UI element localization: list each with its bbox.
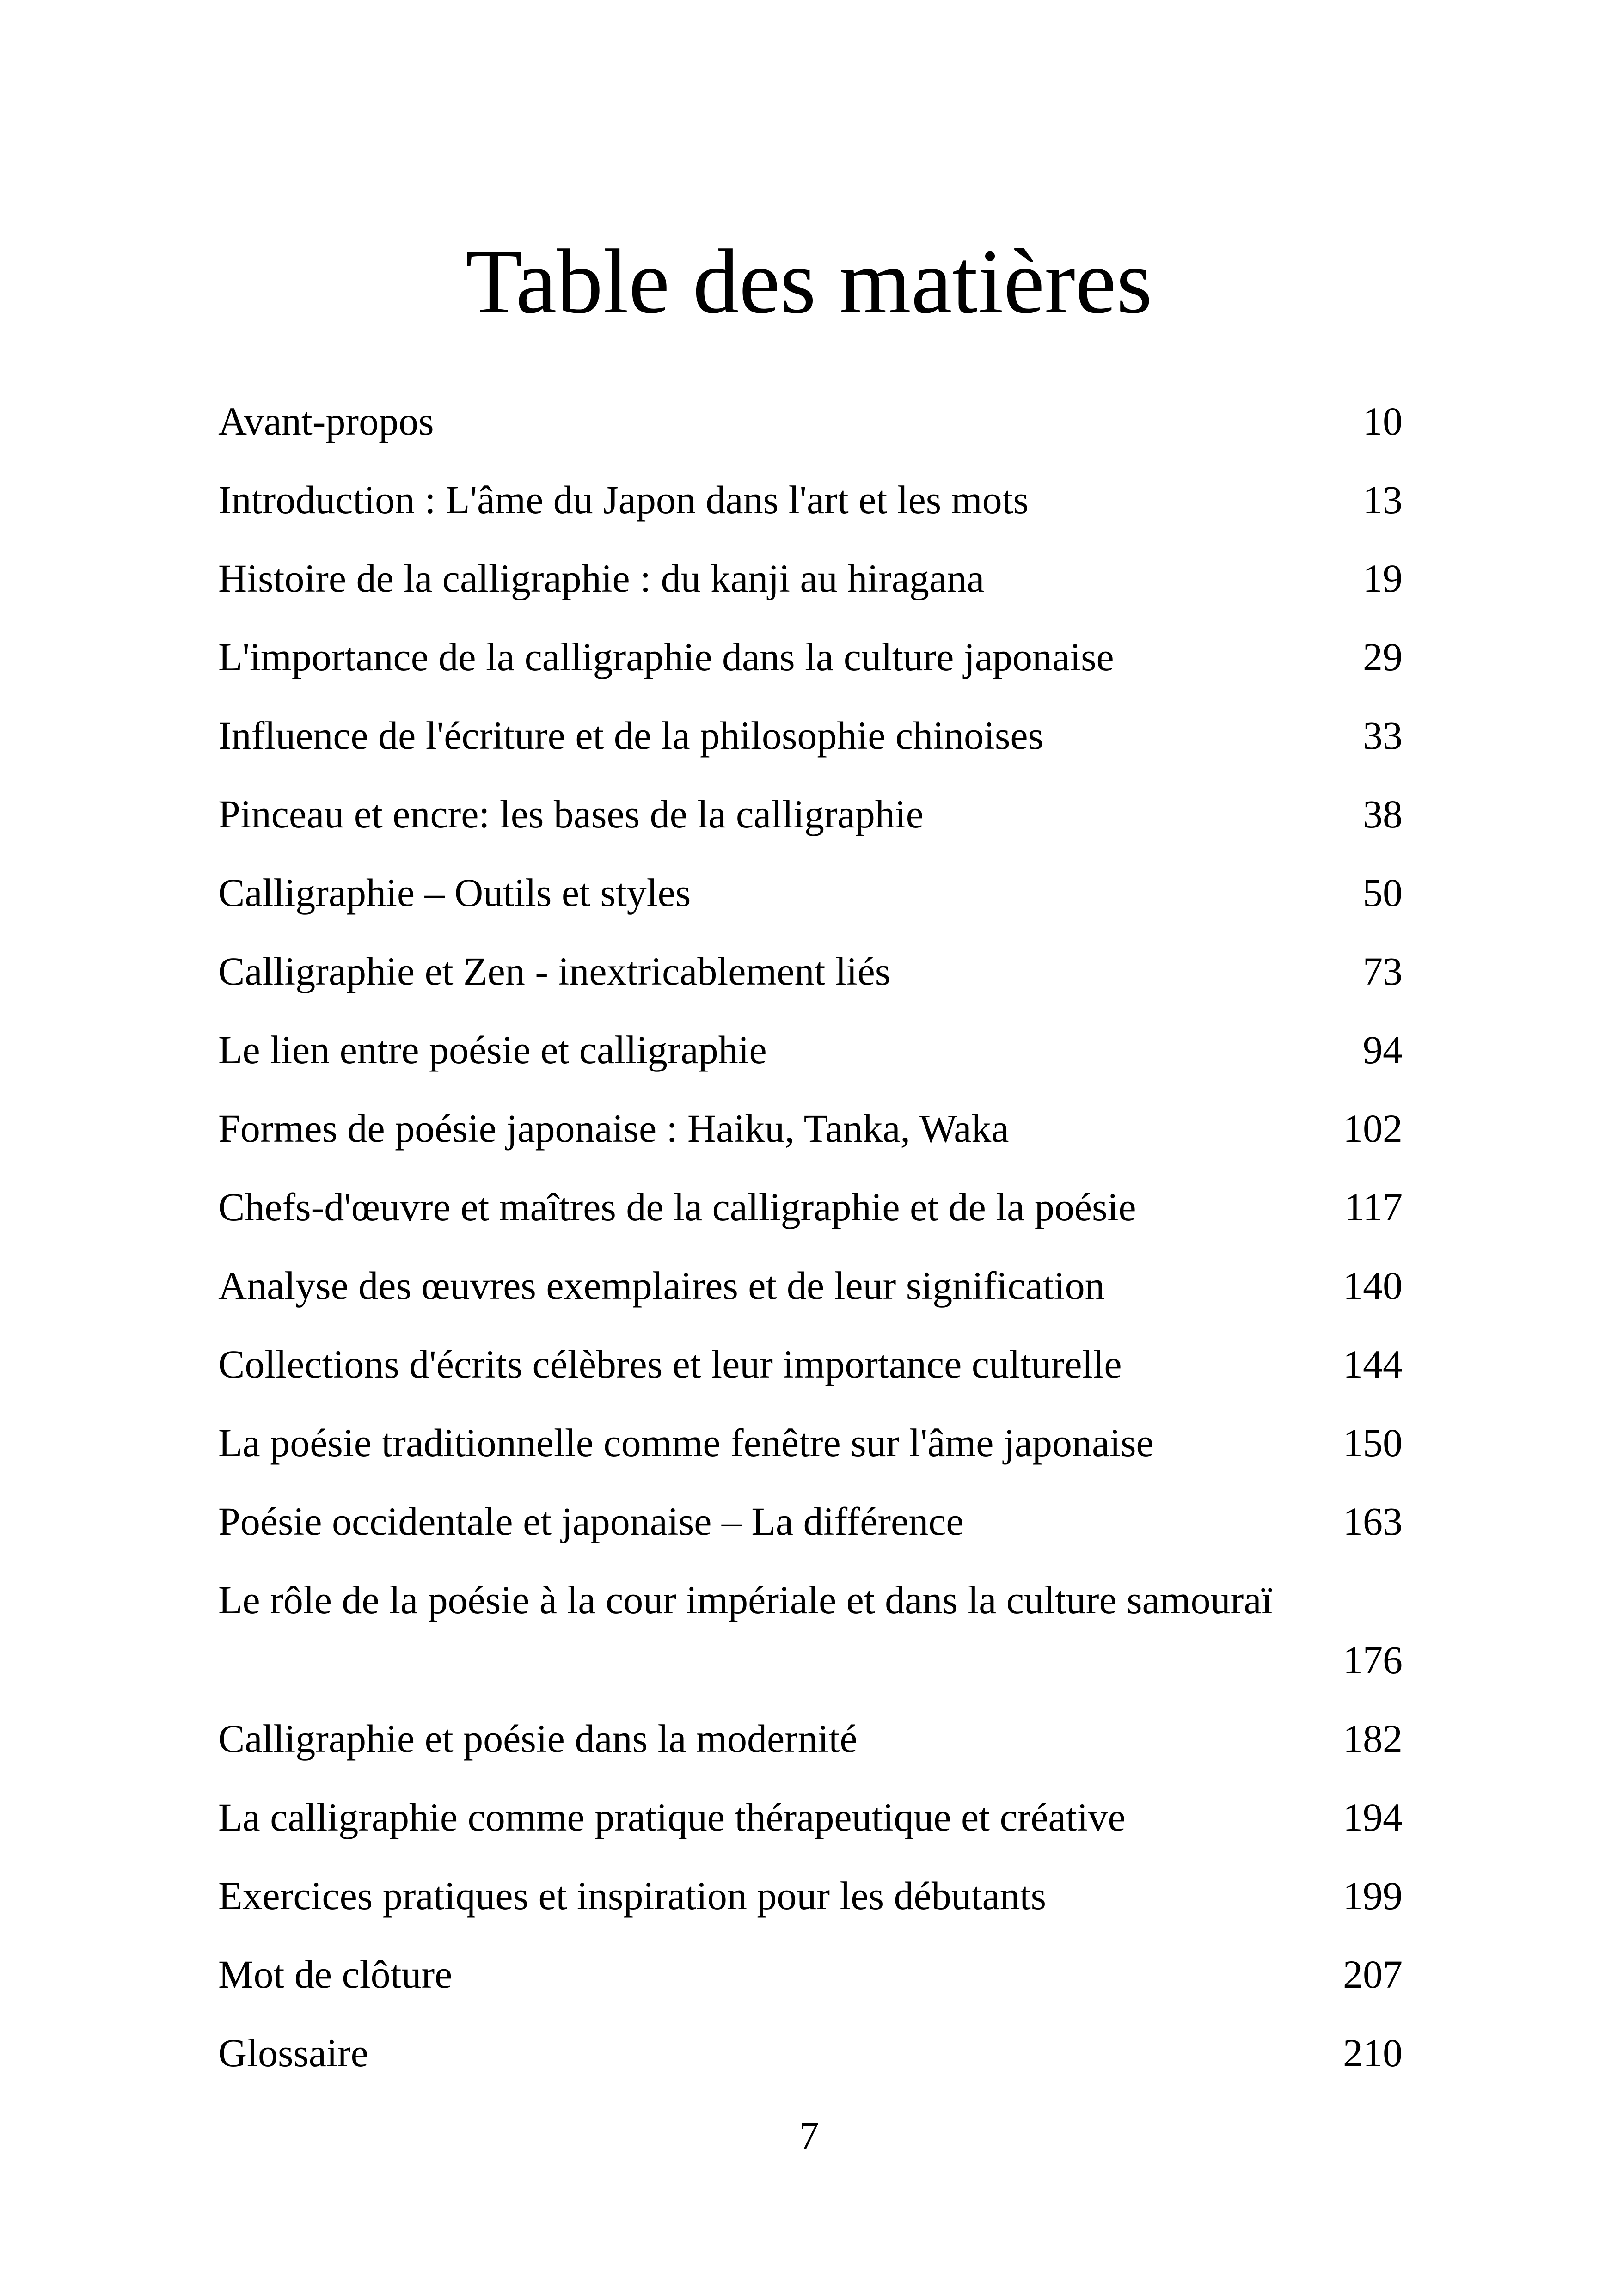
toc-entry-page: 13: [1363, 478, 1403, 522]
toc-entry-title: Formes de poésie japonaise : Haiku, Tanka, Waka: [218, 1106, 1009, 1151]
toc-entry: [218, 1482, 1403, 1561]
toc-entry-title: Histoire de la calligraphie : du kanji au hiragana: [218, 556, 985, 600]
toc-entry-page: 144: [1343, 1342, 1403, 1386]
toc-entry-title: Pinceau et encre: les bases de la calligraphie: [218, 792, 924, 836]
toc-entry: [218, 1246, 1403, 1325]
toc-entry-title: Glossaire: [218, 2031, 368, 2075]
toc-entry: [218, 1325, 1403, 1403]
toc-entry-title: Le lien entre poésie et calligraphie: [218, 1028, 767, 1072]
toc-entry-title: L'importance de la calligraphie dans la culture japonaise: [218, 635, 1114, 679]
toc-entry: [218, 1089, 1403, 1168]
toc-entry: [218, 932, 1403, 1010]
toc-entry-title: Influence de l'écriture et de la philosophie chinoises: [218, 713, 1044, 758]
toc-entry: [218, 775, 1403, 853]
toc-entry-title: Mot de clôture: [218, 1952, 453, 1996]
toc-entry-page: 94: [1363, 1028, 1403, 1072]
toc-entry-title: La calligraphie comme pratique thérapeutique et créative: [218, 1795, 1126, 1839]
toc-entry: [218, 539, 1403, 618]
page-title: Table des matières: [466, 231, 1152, 333]
toc-entry-title: Calligraphie et Zen - inextricablement liés: [218, 949, 891, 993]
toc-entry: [218, 1699, 1403, 1778]
toc-entry-title: La poésie traditionnelle comme fenêtre sur l'âme japonaise: [218, 1420, 1154, 1465]
toc-entry-page: 38: [1363, 792, 1403, 836]
toc-entry-page: 29: [1363, 635, 1403, 679]
toc-entry: [218, 1168, 1403, 1246]
toc-entry: [218, 1935, 1403, 2014]
toc-entry-page: 182: [1343, 1716, 1403, 1761]
toc-entry-title: Poésie occidentale et japonaise – La différence: [218, 1499, 964, 1543]
toc-entry: [218, 696, 1403, 775]
toc-entry-title: Analyse des œuvres exemplaires et de leur signification: [218, 1263, 1105, 1308]
toc-entry-page: 199: [1343, 1874, 1403, 1918]
toc-entry-title: Calligraphie et poésie dans la modernité: [218, 1716, 858, 1761]
toc-entry: [218, 382, 1403, 460]
toc-entry-title: Chefs-d'œuvre et maîtres de la calligraphie et de la poésie: [218, 1185, 1136, 1229]
toc-entry-page: 140: [1343, 1263, 1403, 1308]
toc-entry: [218, 2014, 1403, 2092]
toc-entry: [218, 1561, 1403, 1699]
toc-entry: [218, 1010, 1403, 1089]
page-number: 7: [799, 2113, 819, 2158]
toc-entry-page: 117: [1344, 1185, 1403, 1229]
toc-entry: [218, 460, 1403, 539]
toc-entry-page: 19: [1363, 556, 1403, 600]
toc-entry-page: 194: [1343, 1795, 1403, 1839]
toc-entry: [218, 853, 1403, 932]
toc-entry-page: 10: [1363, 399, 1403, 443]
toc-entry-page: 176: [1343, 1638, 1403, 1682]
toc-entry-title: Collections d'écrits célèbres et leur importance culturelle: [218, 1342, 1122, 1386]
toc-entry-page: 102: [1343, 1106, 1403, 1151]
toc-entry-page: 33: [1363, 713, 1403, 758]
toc-entry-page: 150: [1343, 1420, 1403, 1465]
toc-entry-title: Exercices pratiques et inspiration pour les débutants: [218, 1874, 1047, 1918]
toc-entry-page: 210: [1343, 2031, 1403, 2075]
toc-entry-page: 73: [1363, 949, 1403, 993]
table-of-contents: [218, 382, 1403, 2092]
toc-entry-page: 207: [1343, 1952, 1403, 1996]
toc-entry-page: 50: [1363, 870, 1403, 915]
toc-entry-title: Avant-propos: [218, 399, 434, 443]
toc-entry: [218, 1778, 1403, 1856]
toc-entry: [218, 1856, 1403, 1935]
toc-entry-title: Calligraphie – Outils et styles: [218, 870, 691, 915]
toc-entry-page: 163: [1343, 1499, 1403, 1543]
toc-entry: [218, 1403, 1403, 1482]
toc-entry-title: Le rôle de la poésie à la cour impériale et dans la culture samouraï: [218, 1578, 1273, 1622]
toc-entry-title: Introduction : L'âme du Japon dans l'art et les mots: [218, 478, 1029, 522]
toc-entry: [218, 618, 1403, 696]
